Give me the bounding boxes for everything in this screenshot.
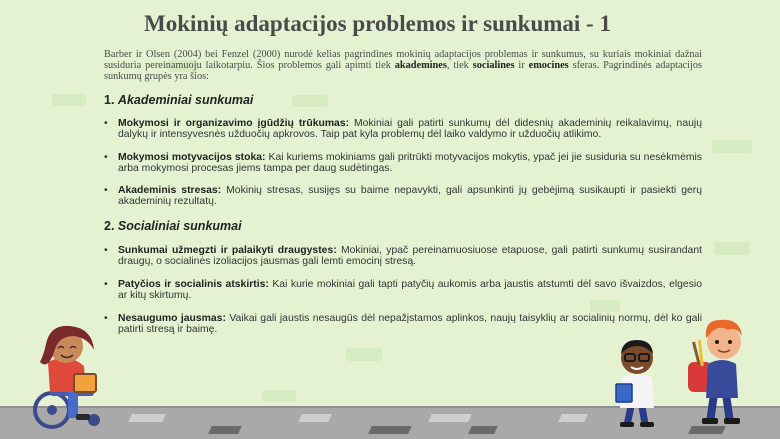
ground-tile (128, 414, 166, 422)
boy-with-book-illustration (606, 334, 668, 430)
boy-with-backpack-illustration (684, 312, 754, 430)
list-item: • Sunkumai užmegzti ir palaikyti draugystes: Mokiniai, ypač pereinamuosiuose etapuose, gali patirti sunkumų susirandant draugų, o socialinės izoliacijos jausmas gali lemti emocinį stresą. (104, 245, 702, 267)
list-item: • Mokymosi motyvacijos stoka: Kai kuriems mokiniams gali pritrūkti motyvacijos mokytis, ypač jei jie susiduria su nesėkmėmis arba mokymosi procesas jiems tampa per daug sudėtingas. (104, 152, 703, 174)
bullet-marker: • (104, 185, 108, 196)
background-blob (292, 95, 328, 107)
bullet-marker: • (104, 245, 108, 256)
list-item: • Akademinis stresas: Mokinių stresas, susijęs su baime nepavykti, gali apsunkinti jų gebėjimą susikaupti ir pasiekti gerų akademinių rezultatų. (104, 185, 702, 207)
section-heading-academic: 1. Akademiniai sunkumai (104, 93, 254, 107)
bullet-marker: • (104, 313, 108, 324)
list-item: • Nesaugumo jausmas: Vaikai gali jaustis nesaugūs dėl nepažįstamos aplinkos, naujų taisyklių ar socialinių normų, dėl ko gali patirti stresą ir baimę. (104, 313, 703, 335)
background-blob (590, 300, 620, 312)
background-blob (52, 94, 86, 106)
background-blob (346, 348, 382, 361)
ground-tile (298, 414, 332, 422)
intro-paragraph: Barber ir Olsen (2004) bei Fenzel (2000) nurodė kelias pagrindines mokinių adaptacijos problemas ir sunkumus, su kuriais mokiniai dažnai susiduria pereinamuoju laikotarpiu. Šios problemos gali apimti tiek akademines, tiek socialines ir emocines sferas. Pagrindinės adaptacijos sunkumų grupės yra šios: (104, 49, 702, 82)
section-heading-social: 2. Socialiniai sunkumai (104, 219, 242, 233)
girl-in-wheelchair-illustration (28, 322, 118, 430)
list-item: • Mokymosi ir organizavimo įgūdžių trūkumas: Mokiniai gali patirti sunkumų dėl didesnių akademinių reikalavimų, naujų dalykų ir intensyvesnės užduočių apkrovos. Taip pat kyla problemų dėl laiko valdymo ir užduočių atlikimo. (104, 118, 702, 140)
slide-title: Mokinių adaptacijos problemos ir sunkumai - 1 (144, 11, 611, 36)
bullet-marker: • (104, 118, 108, 129)
ground-tile (428, 414, 472, 422)
background-blob (262, 390, 296, 402)
background-blob (714, 242, 750, 255)
bullet-marker: • (104, 279, 108, 290)
ground-tile (558, 414, 588, 422)
background-blob (712, 140, 752, 153)
ground-tile (468, 426, 498, 434)
bullet-marker: • (104, 152, 108, 163)
ground-tile (368, 426, 412, 434)
list-item: • Patyčios ir socialinis atskirtis: Kai kurie mokiniai gali tapti patyčių aukomis arba jaustis atstumti dėl savo išvaizdos, elgesio ar kitų skirtumų. (104, 279, 702, 301)
ground-tile (208, 426, 242, 434)
